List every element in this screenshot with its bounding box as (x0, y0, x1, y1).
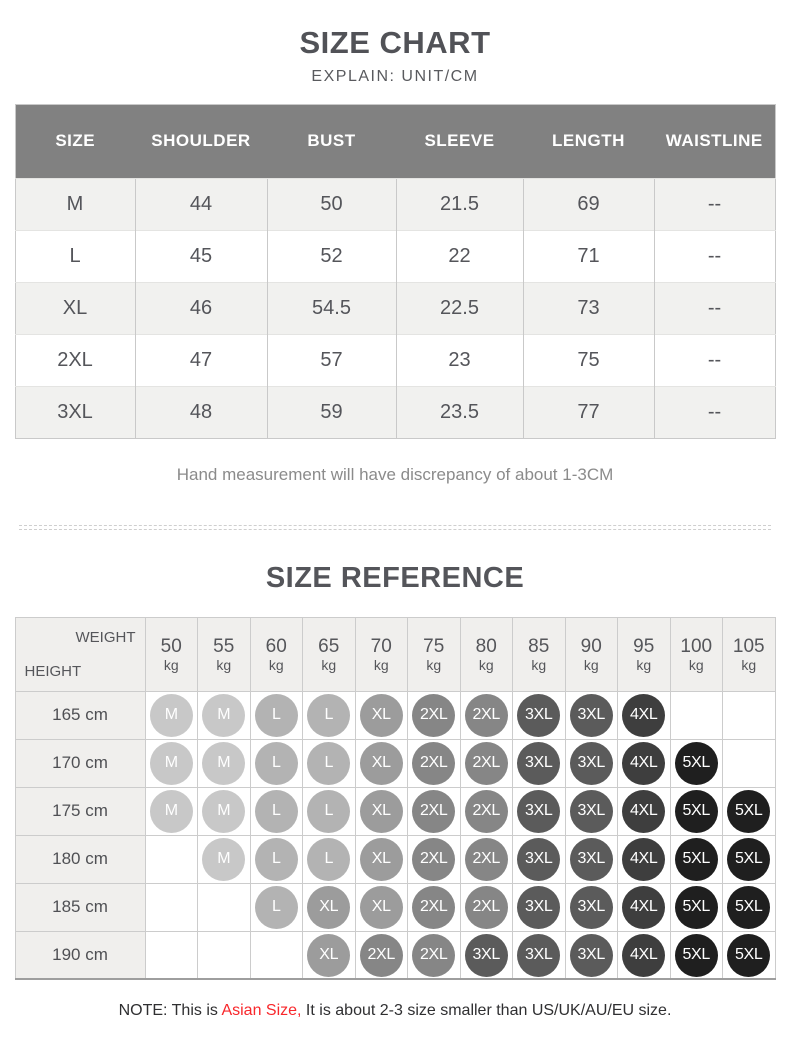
size-cell (250, 787, 303, 835)
size-cell (565, 931, 618, 979)
size-cell (250, 691, 303, 739)
size-cell (618, 931, 671, 979)
size-badge-2xl: 2XL (360, 934, 403, 977)
size-cell (355, 691, 408, 739)
empty-cell (250, 931, 303, 979)
size-cell (513, 787, 566, 835)
cell-value: 77 (523, 386, 654, 438)
cell-value: 54.5 (267, 282, 396, 334)
size-cell (460, 739, 513, 787)
size-cell (460, 931, 513, 979)
footer-note-suffix: It is about 2-3 size smaller than US/UK/AU/EU size. (301, 1002, 672, 1020)
size-badge-5xl: 5XL (675, 838, 718, 881)
size-cell (408, 691, 461, 739)
size-cell (723, 835, 776, 883)
size-chart-header-row (15, 104, 775, 178)
weight-column-header-90kg (565, 617, 618, 691)
size-cell (513, 739, 566, 787)
size-badge-3xl: 3XL (570, 886, 613, 929)
cell-value: -- (654, 178, 775, 230)
size-cell (618, 787, 671, 835)
size-cell (670, 739, 723, 787)
weight-unit: kg (741, 656, 757, 673)
weight-unit: kg (163, 656, 179, 673)
size-cell (198, 787, 251, 835)
weight-value: 100 (680, 635, 713, 657)
size-badge-3xl: 3XL (570, 694, 613, 737)
size-badge-2xl: 2XL (412, 886, 455, 929)
column-header-length: LENGTH (523, 104, 654, 178)
size-cell (408, 883, 461, 931)
size-cell (618, 883, 671, 931)
size-cell (565, 691, 618, 739)
size-cell (618, 739, 671, 787)
height-row-header: 185 cm (15, 883, 145, 931)
size-badge-m: M (202, 694, 245, 737)
size-badge-3xl: 3XL (517, 934, 560, 977)
size-cell (565, 883, 618, 931)
footer-note-prefix: NOTE: This is (118, 1002, 222, 1020)
size-cell (250, 835, 303, 883)
column-header-sleeve: SLEEVE (396, 104, 523, 178)
size-badge-2xl: 2XL (465, 742, 508, 785)
size-badge-3xl: 3XL (517, 790, 560, 833)
column-header-shoulder: SHOULDER (135, 104, 267, 178)
size-badge-xl: XL (307, 934, 350, 977)
size-cell (670, 787, 723, 835)
size-cell (723, 883, 776, 931)
table-row (15, 386, 775, 438)
size-cell (460, 883, 513, 931)
cell-value: 22.5 (396, 282, 523, 334)
empty-cell (145, 883, 198, 931)
size-cell (513, 931, 566, 979)
size-badge-5xl: 5XL (675, 934, 718, 977)
weight-column-header-105kg (723, 617, 776, 691)
size-cell (565, 787, 618, 835)
weight-unit: kg (373, 656, 389, 673)
size-cell (355, 787, 408, 835)
weight-column-header-60kg (250, 617, 303, 691)
size-label: 2XL (15, 334, 135, 386)
weight-unit: kg (478, 656, 494, 673)
reference-row (15, 739, 775, 787)
size-badge-l: L (307, 742, 350, 785)
weight-column-header-50kg (145, 617, 198, 691)
cell-value: 23.5 (396, 386, 523, 438)
size-cell (618, 691, 671, 739)
size-cell (460, 787, 513, 835)
column-header-waistline: WAISTLINE (654, 104, 775, 178)
reference-title: SIZE REFERENCE (265, 561, 525, 594)
size-badge-2xl: 2XL (465, 886, 508, 929)
cell-value: 48 (135, 386, 267, 438)
cell-value: -- (654, 386, 775, 438)
size-badge-5xl: 5XL (727, 838, 770, 881)
cell-value: -- (654, 230, 775, 282)
empty-cell (145, 835, 198, 883)
size-chart-body (15, 178, 775, 438)
size-cell (250, 883, 303, 931)
size-badge-4xl: 4XL (622, 694, 665, 737)
size-badge-xl: XL (360, 694, 403, 737)
weight-value: 95 (633, 635, 655, 657)
dashed-divider (19, 525, 771, 530)
size-badge-m: M (202, 790, 245, 833)
weight-unit: kg (531, 656, 547, 673)
size-badge-5xl: 5XL (675, 742, 718, 785)
table-row (15, 334, 775, 386)
weight-value: 85 (528, 635, 550, 657)
size-badge-l: L (255, 886, 298, 929)
size-badge-3xl: 3XL (570, 838, 613, 881)
size-badge-2xl: 2XL (465, 790, 508, 833)
weight-value: 70 (370, 635, 392, 657)
size-badge-2xl: 2XL (412, 934, 455, 977)
weight-column-header-55kg (198, 617, 251, 691)
corner-height-label: HEIGHT (24, 662, 82, 680)
cell-value: 22 (396, 230, 523, 282)
size-badge-l: L (255, 694, 298, 737)
page-title: SIZE CHART (299, 25, 491, 60)
weight-unit: kg (688, 656, 704, 673)
reference-row (15, 835, 775, 883)
page-subtitle: EXPLAIN: UNIT/CM (311, 67, 479, 85)
weight-value: 80 (475, 635, 497, 657)
size-badge-m: M (150, 694, 193, 737)
weight-column-header-95kg (618, 617, 671, 691)
size-cell (355, 835, 408, 883)
size-badge-l: L (307, 694, 350, 737)
size-badge-m: M (202, 742, 245, 785)
corner-weight-label: WEIGHT (75, 628, 136, 646)
empty-cell (670, 691, 723, 739)
size-badge-l: L (255, 742, 298, 785)
size-badge-xl: XL (360, 886, 403, 929)
size-label: L (15, 230, 135, 282)
size-cell (513, 691, 566, 739)
size-cell (460, 835, 513, 883)
size-badge-3xl: 3XL (517, 838, 560, 881)
size-badge-m: M (202, 838, 245, 881)
size-reference-body (15, 691, 775, 979)
size-cell (723, 931, 776, 979)
size-cell (303, 787, 356, 835)
cell-value: 59 (267, 386, 396, 438)
cell-value: 52 (267, 230, 396, 282)
size-badge-xl: XL (360, 790, 403, 833)
weight-unit: kg (321, 656, 337, 673)
weight-column-header-70kg (355, 617, 408, 691)
size-cell (198, 739, 251, 787)
empty-cell (723, 739, 776, 787)
size-cell (250, 739, 303, 787)
size-badge-3xl: 3XL (570, 934, 613, 977)
size-badge-2xl: 2XL (412, 742, 455, 785)
reference-row (15, 931, 775, 979)
weight-unit: kg (636, 656, 652, 673)
weight-unit: kg (268, 656, 284, 673)
size-label: M (15, 178, 135, 230)
size-cell (303, 739, 356, 787)
size-badge-4xl: 4XL (622, 886, 665, 929)
size-cell (303, 835, 356, 883)
size-cell (303, 931, 356, 979)
weight-unit: kg (583, 656, 599, 673)
size-badge-xl: XL (307, 886, 350, 929)
asian-size-highlight: Asian Size, (221, 1002, 302, 1020)
cell-value: 75 (523, 334, 654, 386)
size-label: XL (15, 282, 135, 334)
cell-value: -- (654, 334, 775, 386)
size-badge-4xl: 4XL (622, 934, 665, 977)
weight-column-header-100kg (670, 617, 723, 691)
size-badge-3xl: 3XL (570, 742, 613, 785)
size-cell (618, 835, 671, 883)
size-badge-3xl: 3XL (517, 694, 560, 737)
size-cell (670, 835, 723, 883)
size-label: 3XL (15, 386, 135, 438)
size-badge-2xl: 2XL (465, 694, 508, 737)
size-badge-l: L (307, 838, 350, 881)
size-chart-header (15, 104, 775, 178)
size-badge-l: L (255, 790, 298, 833)
weight-value: 60 (265, 635, 287, 657)
weight-column-header-80kg (460, 617, 513, 691)
size-cell (408, 931, 461, 979)
size-badge-2xl: 2XL (412, 790, 455, 833)
cell-value: 47 (135, 334, 267, 386)
weight-unit: kg (426, 656, 442, 673)
size-cell (670, 931, 723, 979)
weight-value: 55 (213, 635, 235, 657)
weight-column-header-65kg (303, 617, 356, 691)
cell-value: 57 (267, 334, 396, 386)
size-badge-l: L (255, 838, 298, 881)
size-badge-2xl: 2XL (412, 694, 455, 737)
column-header-size: SIZE (15, 104, 135, 178)
size-badge-4xl: 4XL (622, 838, 665, 881)
size-cell (198, 835, 251, 883)
size-badge-3xl: 3XL (570, 790, 613, 833)
weight-value: 50 (160, 635, 182, 657)
size-cell (565, 835, 618, 883)
column-header-bust: BUST (267, 104, 396, 178)
size-badge-5xl: 5XL (727, 790, 770, 833)
size-cell (303, 691, 356, 739)
size-cell (145, 691, 198, 739)
weight-unit: kg (216, 656, 232, 673)
size-cell (408, 739, 461, 787)
size-badge-m: M (150, 790, 193, 833)
size-badge-5xl: 5XL (727, 934, 770, 977)
size-cell (513, 883, 566, 931)
weight-value: 75 (423, 635, 445, 657)
reference-row (15, 883, 775, 931)
weight-column-header-85kg (513, 617, 566, 691)
size-badge-5xl: 5XL (675, 886, 718, 929)
reference-row (15, 787, 775, 835)
weight-column-header-75kg (408, 617, 461, 691)
size-cell (513, 835, 566, 883)
table-row (15, 178, 775, 230)
size-badge-xl: XL (360, 742, 403, 785)
size-cell (303, 883, 356, 931)
cell-value: 45 (135, 230, 267, 282)
size-reference-table (15, 617, 776, 981)
height-row-header: 165 cm (15, 691, 145, 739)
size-cell (355, 739, 408, 787)
weight-value: 90 (580, 635, 602, 657)
size-badge-3xl: 3XL (465, 934, 508, 977)
size-badge-4xl: 4XL (622, 742, 665, 785)
size-badge-4xl: 4XL (622, 790, 665, 833)
size-badge-m: M (150, 742, 193, 785)
size-badge-2xl: 2XL (465, 838, 508, 881)
table-row (15, 230, 775, 282)
size-reference-header (15, 617, 775, 691)
height-row-header: 175 cm (15, 787, 145, 835)
empty-cell (723, 691, 776, 739)
height-row-header: 190 cm (15, 931, 145, 979)
size-badge-2xl: 2XL (412, 838, 455, 881)
size-badge-l: L (307, 790, 350, 833)
size-chart-table (15, 104, 776, 439)
size-cell (355, 931, 408, 979)
size-cell (145, 787, 198, 835)
size-badge-xl: XL (360, 838, 403, 881)
table-row (15, 282, 775, 334)
size-cell (355, 883, 408, 931)
cell-value: 21.5 (396, 178, 523, 230)
size-badge-3xl: 3XL (517, 742, 560, 785)
cell-value: 71 (523, 230, 654, 282)
size-cell (198, 691, 251, 739)
weight-value: 105 (732, 635, 765, 657)
size-cell (145, 739, 198, 787)
size-badge-3xl: 3XL (517, 886, 560, 929)
cell-value: 73 (523, 282, 654, 334)
cell-value: 50 (267, 178, 396, 230)
cell-value: 69 (523, 178, 654, 230)
empty-cell (198, 883, 251, 931)
size-cell (460, 691, 513, 739)
size-cell (408, 835, 461, 883)
empty-cell (198, 931, 251, 979)
height-row-header: 170 cm (15, 739, 145, 787)
size-badge-5xl: 5XL (675, 790, 718, 833)
measurement-note: Hand measurement will have discrepancy of about 1-3CM (176, 464, 614, 484)
cell-value: 23 (396, 334, 523, 386)
size-cell (670, 883, 723, 931)
empty-cell (145, 931, 198, 979)
cell-value: 44 (135, 178, 267, 230)
weight-value: 65 (318, 635, 340, 657)
size-cell (723, 787, 776, 835)
cell-value: 46 (135, 282, 267, 334)
size-reference-header-row (15, 617, 775, 691)
size-cell (565, 739, 618, 787)
footer-note (0, 1002, 790, 1020)
height-row-header: 180 cm (15, 835, 145, 883)
cell-value: -- (654, 282, 775, 334)
size-badge-5xl: 5XL (727, 886, 770, 929)
weight-height-corner-cell (15, 617, 145, 691)
reference-row (15, 691, 775, 739)
size-cell (408, 787, 461, 835)
